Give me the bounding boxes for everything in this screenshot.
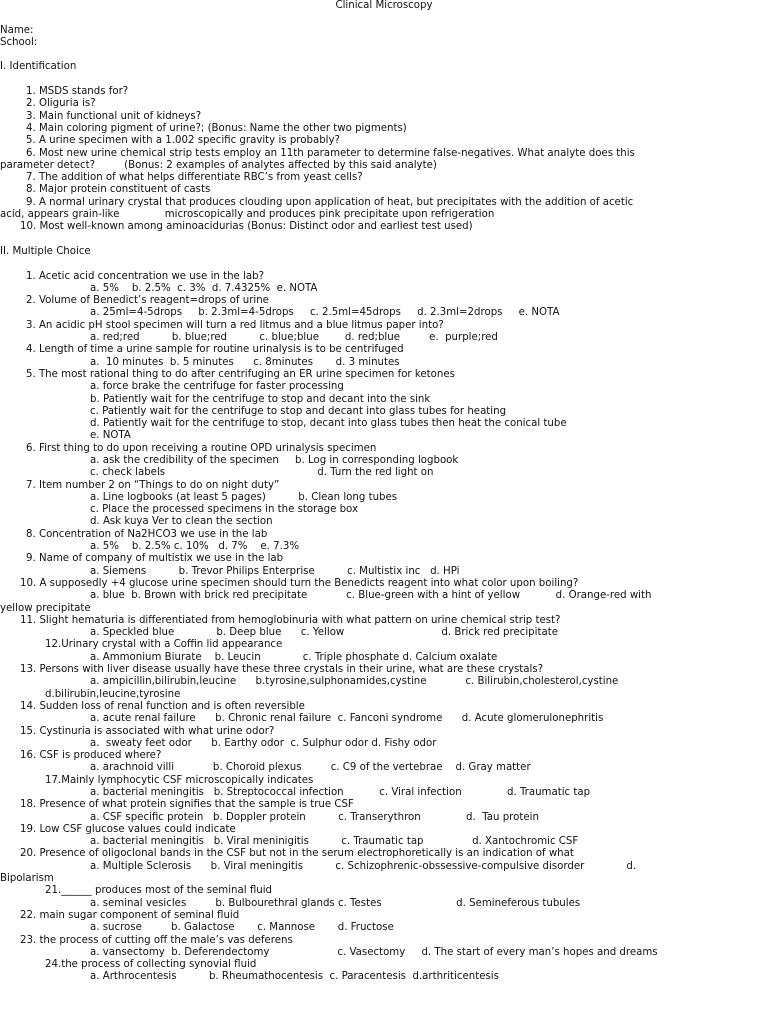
mc-question-16: 16. CSF is produced where? [20, 750, 162, 762]
mc-question-5-option-line: c. Patiently wait for the centrifuge to stop and decant into glass tubes for heating [90, 405, 507, 417]
multiple-choice-list [0, 271, 768, 578]
mc-question-8: 8. Concentration of Na2HCO3 we use in the lab [26, 528, 268, 540]
mc-question-13-options-continued: d.bilirubin,leucine,tyrosine [45, 688, 181, 700]
mc-question-21-options: a. seminal vesicles b. Bulbourethral glands c. Testes d. Semineferous tubules [90, 897, 581, 909]
mc-question-5-option-line: a. force brake the centrifuge for faster processing [90, 381, 344, 393]
mc-question-11-options: a. Speckled blue b. Deep blue c. Yellow d. Brick red precipitate [90, 627, 558, 639]
section-multiple-choice-heading: II. Multiple Choice [0, 245, 91, 257]
mc-question-5: 5. The most rational thing to do after centrifuging an ER urine specimen for ketones [26, 368, 455, 380]
mc-question-13-options: a. ampicillin,bilirubin,leucine b.tyrosine,sulphonamides,cystine c. Bilirubin,cholesterol,cystine [90, 676, 619, 688]
mc-question-15-options: a. sweaty feet odor b. Earthy odor c. Sulphur odor d. Fishy odor [90, 737, 437, 749]
name-label: Name: [0, 24, 34, 36]
mc-question-24: 24.the process of collecting synovial fluid [45, 959, 257, 971]
mc-question-14-options: a. acute renal failure b. Chronic renal failure c. Fanconi syndrome d. Acute glomerulonephritis [90, 713, 604, 725]
mc-question-5-option-line: b. Patiently wait for the centrifuge to stop and decant into the sink [90, 393, 431, 405]
id-question-10: 10. Most well-known among aminoacidurias (Bonus: Distinct odor and earliest test used) [20, 221, 473, 233]
mc-question-3: 3. An acidic pH stool specimen will turn a red litmus and a blue litmus paper into? [26, 319, 444, 331]
mc-question-17: 17.Mainly lymphocytic CSF microscopically indicates [45, 774, 314, 786]
mc-question-5-option-line: d. Patiently wait for the centrifuge to stop, decant into glass tubes then heat the conical tube [90, 418, 567, 430]
mc-question-12: 12.Urinary crystal with a Coffin lid appearance [45, 639, 283, 651]
mc-question-9-option-line: a. Siemens b. Trevor Philips Enterprise c. Multistix inc d. HPi [90, 565, 460, 577]
mc-question-20: 20. Presence of oligoclonal bands in the CSF but not in the serum electrophoretically is an indication of what [20, 848, 574, 860]
id-question-7: 7. The addition of what helps differentiate RBC’s from yeast cells? [26, 172, 363, 184]
mc-question-1: 1. Acetic acid concentration we use in the lab? [26, 270, 264, 282]
document-title: Clinical Microscopy [335, 0, 433, 11]
id-question-6-continued: parameter detect? (Bonus: 2 examples of analytes affected by this said analyte) [0, 159, 437, 171]
mc-question-10-options-continued: yellow precipitate [0, 602, 91, 614]
mc-question-24-options: a. Arthrocentesis b. Rheumathocentesis c. Paracentesis d.arthriticentesis [90, 971, 499, 983]
mc-question-4-option-line: a. 10 minutes b. 5 minutes c. 8minutes d. 3 minutes [90, 356, 400, 368]
mc-question-6: 6. First thing to do upon receiving a routine OPD urinalysis specimen [26, 442, 377, 454]
mc-question-14: 14. Sudden loss of renal function and is often reversible [20, 700, 305, 712]
mc-question-7: 7. Item number 2 on “Things to do on night duty” [26, 479, 280, 491]
mc-question-23-options: a. vansectomy b. Deferendectomy c. Vasectomy d. The start of every man’s hopes and dreams [90, 946, 658, 958]
id-question-1: 1. MSDS stands for? [26, 86, 129, 98]
mc-question-1-option-line: a. 5% b. 2.5% c. 3% d. 7.4325% e. NOTA [90, 282, 318, 294]
id-question-2: 2. Oliguria is? [26, 98, 96, 110]
mc-question-9: 9. Name of company of multistix we use in the lab [26, 553, 284, 565]
id-question-9-continued: acid, appears grain-like microscopically and produces pink precipitate upon refrigeration [0, 209, 495, 221]
mc-question-5-option-line: e. NOTA [90, 430, 131, 442]
id-question-4: 4. Main coloring pigment of urine?; (Bonus: Name the other two pigments) [26, 122, 407, 134]
mc-question-19: 19. Low CSF glucose values could indicate [20, 823, 236, 835]
mc-question-19-options: a. bacterial meningitis b. Viral meninigitis c. Traumatic tap d. Xantochromic CSF [90, 836, 579, 848]
mc-question-4: 4. Length of time a urine sample for routine urinalysis is to be centrifuged [26, 344, 404, 356]
mc-question-10-options: a. blue b. Brown with brick red precipitate c. Blue-green with a hint of yellow d. Orange-red with [90, 590, 652, 602]
mc-question-15: 15. Cystinuria is associated with what urine odor? [20, 725, 275, 737]
mc-question-23: 23. the process of cutting off the male’s vas deferens [20, 934, 293, 946]
id-question-3: 3. Main functional unit of kidneys? [26, 110, 202, 122]
mc-question-7-option-line: a. Line logbooks (at least 5 pages) b. Clean long tubes [90, 491, 398, 503]
id-question-5: 5. A urine specimen with a 1.002 specific gravity is probably? [26, 135, 340, 147]
mc-question-8-option-line: a. 5% b. 2.5% c. 10% d. 7% e. 7.3% [90, 541, 300, 553]
mc-question-3-option-line: a. red;red b. blue;red c. blue;blue d. red;blue e. purple;red [90, 332, 498, 344]
id-question-8: 8. Major protein constituent of casts [26, 184, 211, 196]
section-identification-heading: I. Identification [0, 61, 77, 73]
school-label: School: [0, 36, 38, 48]
mc-question-6-option-line: c. check labels d. Turn the red light on [90, 467, 434, 479]
mc-question-22: 22. main sugar component of seminal fluid [20, 909, 240, 921]
mc-question-7-option-line: d. Ask kuya Ver to clean the section [90, 516, 273, 528]
mc-question-18: 18. Presence of what protein signifies that the sample is true CSF [20, 799, 354, 811]
mc-question-7-option-line: c. Place the processed specimens in the storage box [90, 504, 358, 516]
mc-question-2-option-line: a. 25ml=4-5drops b. 2.3ml=4-5drops c. 2.5ml=45drops d. 2.3ml=2drops e. NOTA [90, 307, 560, 319]
mc-question-20-options-continued: Bipolarism [0, 873, 54, 885]
id-question-9: 9. A normal urinary crystal that produces clouding upon application of heat, but precipitates with the addition of acetic [26, 196, 634, 208]
mc-question-20-options: a. Multiple Sclerosis b. Viral meningitis c. Schizophrenic-obssessive-compulsive disorder d. [90, 860, 637, 872]
mc-question-11: 11. Slight hematuria is differentiated from hemoglobinuria with what pattern on urine chemical strip test? [20, 614, 561, 626]
id-question-6: 6. Most new urine chemical strip tests employ an 11th parameter to determine false-negatives. What analyte does this [26, 147, 635, 159]
mc-question-18-options: a. CSF specific protein b. Doppler protein c. Transerythron d. Tau protein [90, 811, 539, 823]
mc-question-16-options: a. arachnoid villi b. Choroid plexus c. C9 of the vertebrae d. Gray matter [90, 762, 531, 774]
mc-question-6-option-line: a. ask the credibility of the specimen b. Log in corresponding logbook [90, 454, 459, 466]
mc-question-10: 10. A supposedly +4 glucose urine specimen should turn the Benedicts reagent into what color upon boiling? [20, 577, 579, 589]
mc-question-22-options: a. sucrose b. Galactose c. Mannose d. Fructose [90, 922, 394, 934]
mc-question-17-options: a. bacterial meningitis b. Streptococcal infection c. Viral infection d. Traumatic tap [90, 787, 591, 798]
mc-question-21: 21.______ produces most of the seminal fluid [45, 885, 272, 897]
mc-question-2: 2. Volume of Benedict’s reagent=drops of urine [26, 295, 269, 307]
mc-question-13: 13. Persons with liver disease usually have these three crystals in their urine, what are these crystals? [20, 664, 544, 676]
mc-question-12-options: a. Ammonium Biurate b. Leucin c. Triple phosphate d. Calcium oxalate [90, 651, 498, 663]
